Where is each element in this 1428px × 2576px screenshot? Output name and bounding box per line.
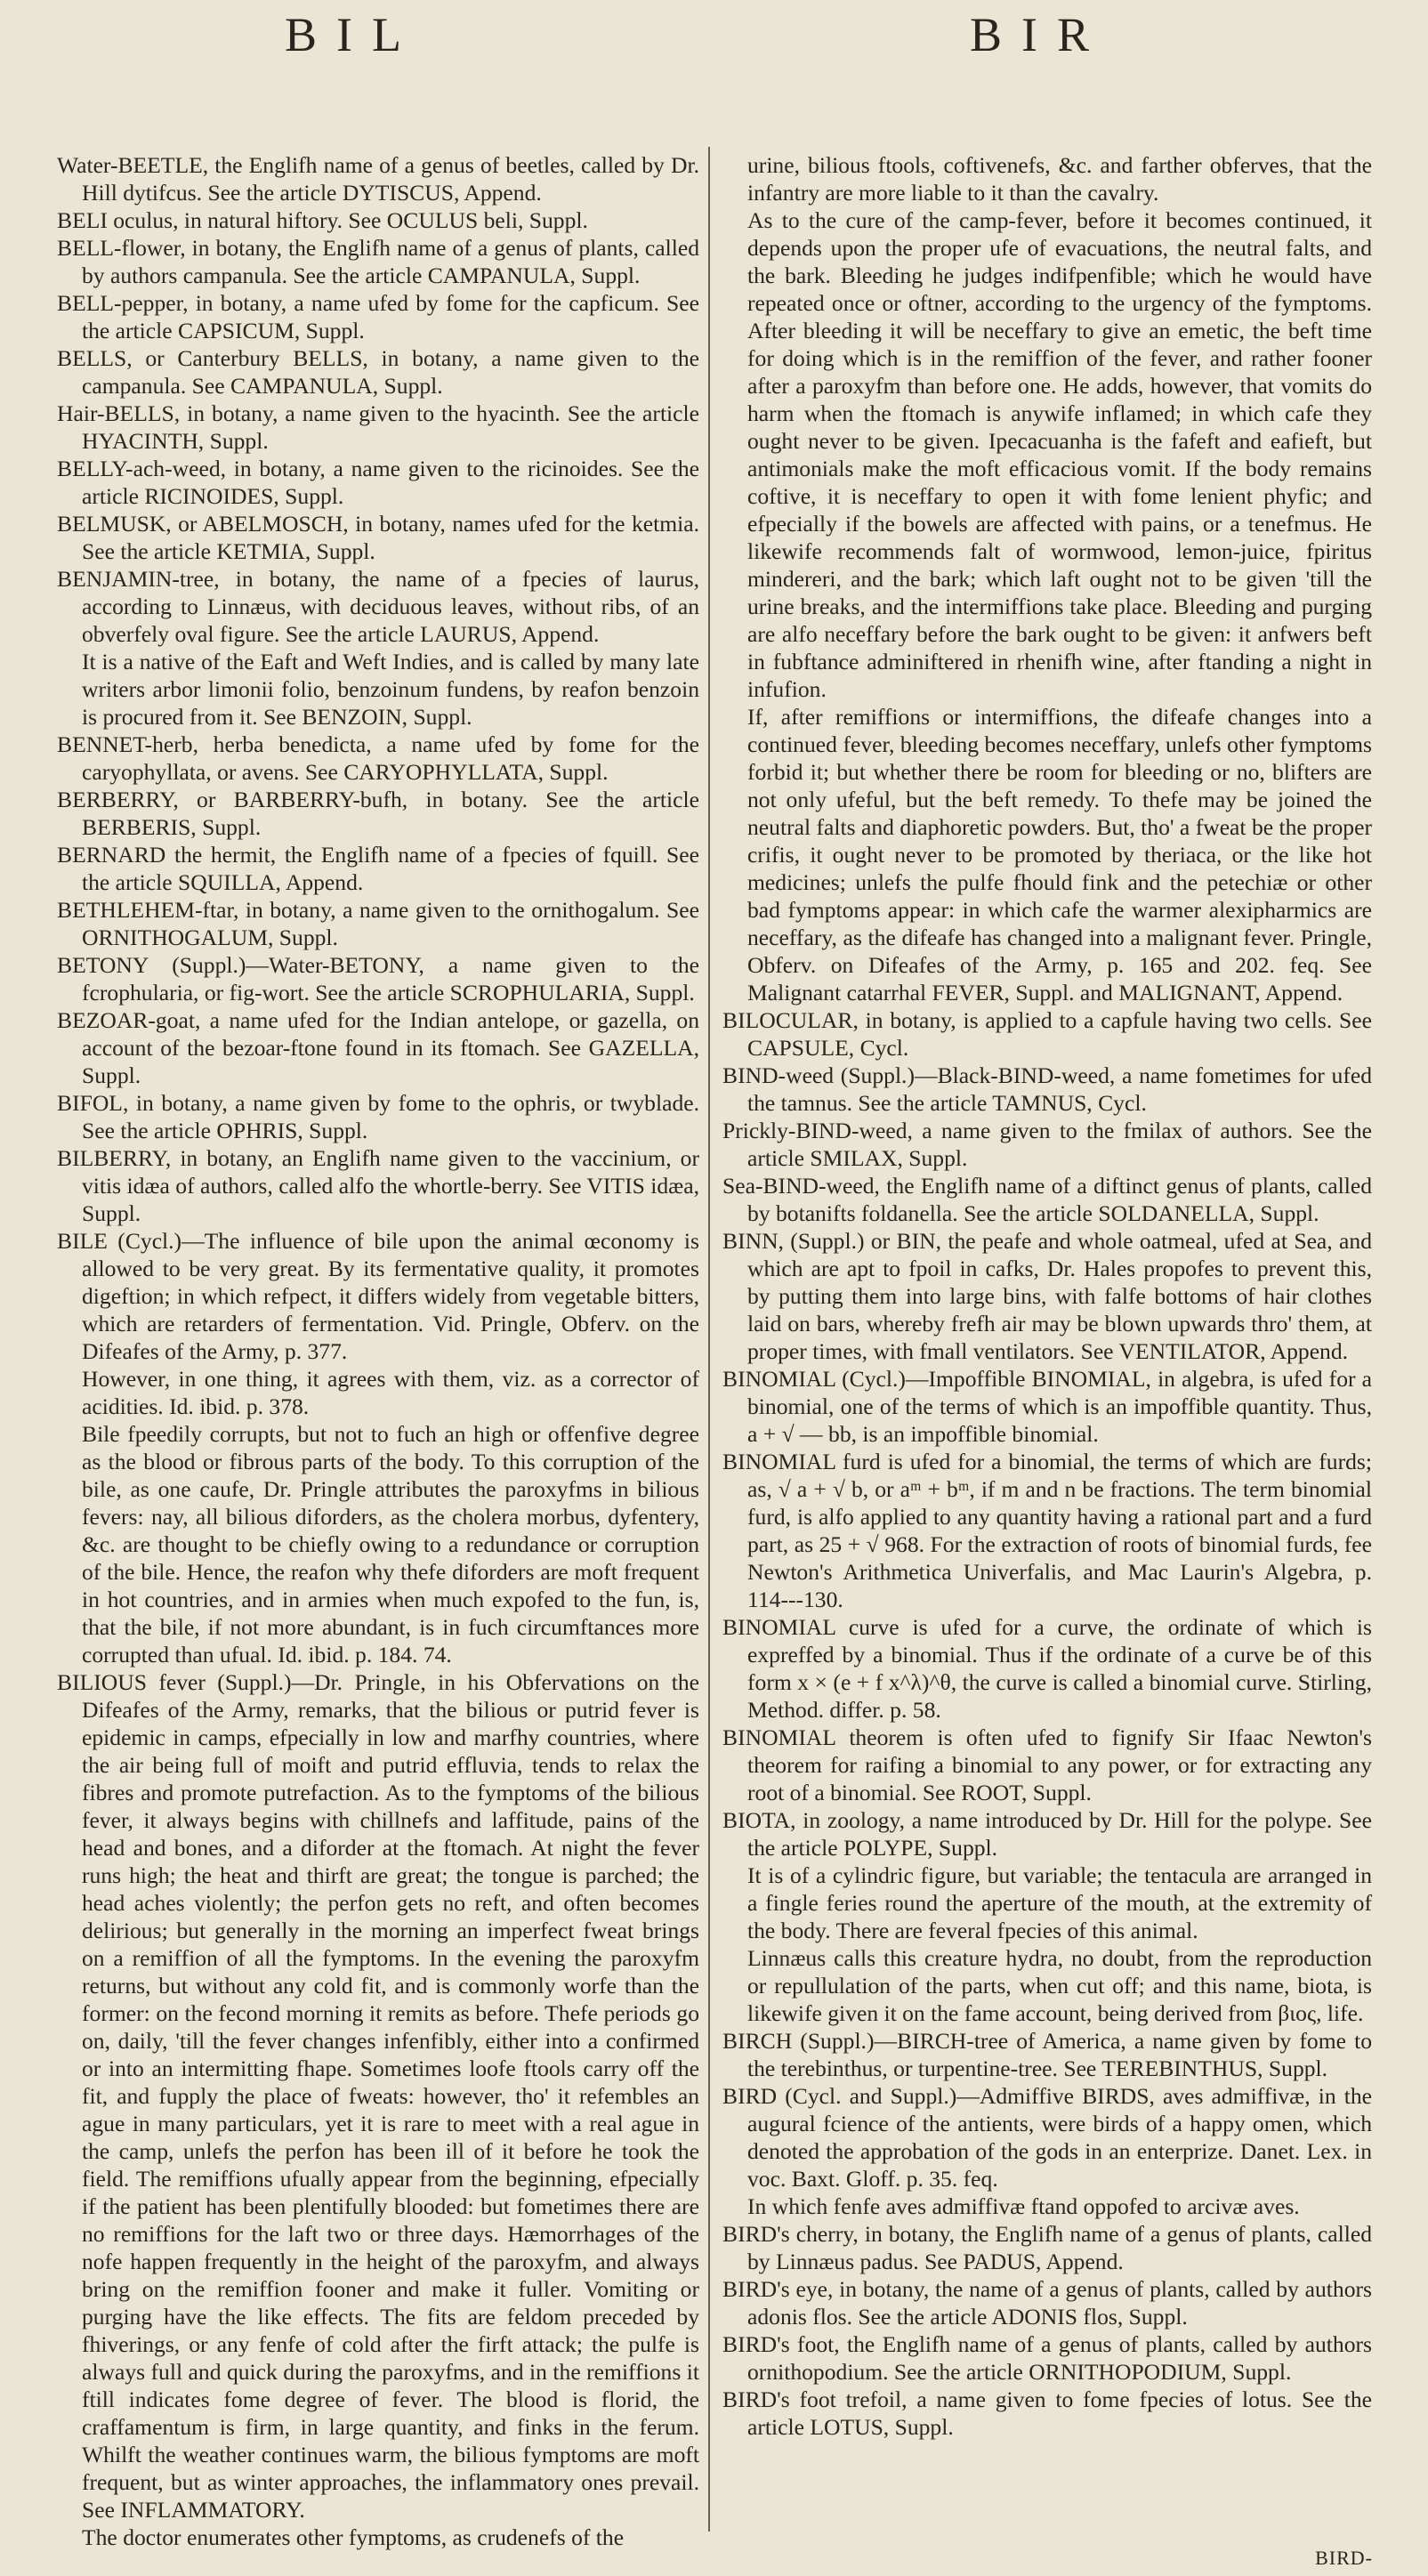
- entry-text: BIRD (Cycl. and Suppl.)—Admiffive BIRDS, aves admiffivæ, in the augural fcience of the antients, were birds of a happy omen, which denoted the approbation of the gods in an enterprize. Danet. Lex. in voc. Baxt. Gloff. p. 35. feq.: [722, 2083, 1372, 2192]
- entry-text: BINOMIAL curve is ufed for a curve, the ordinate of which is expreffed by a binomial. Thus if the ordinate of a curve be of this form x × (e + f x^λ)^θ, the curve is called a binomial curve. Stirling, Method. differ. p. 58.: [722, 1614, 1372, 1723]
- dictionary-entry: [57, 1006, 699, 1089]
- entry-text: BIRD's eye, in botany, the name of a genus of plants, called by authors adonis flos. See the article ADONIS flos, Suppl.: [722, 2276, 1372, 2330]
- dictionary-entry: [722, 1806, 1372, 2027]
- catchword: BIRD-: [1315, 2547, 1373, 2569]
- entry-text: BELL-flower, in botany, the Englifh name of a genus of plants, called by authors campanula. See the article CAMPANULA, Suppl.: [57, 235, 699, 288]
- entry-paragraph: However, in one thing, it agrees with them, viz. as a corrector of acidities. Id. ibid. p. 378.: [82, 1366, 699, 1419]
- dictionary-entry: [722, 2027, 1372, 2082]
- entry-paragraph: In which fenfe aves admiffivæ ftand oppofed to arcivæ aves.: [747, 2193, 1300, 2219]
- dictionary-entry: [722, 1613, 1372, 1724]
- entry-paragraph: The doctor enumerates other fymptoms, as crudenefs of the: [82, 2524, 625, 2550]
- dictionary-entry: [722, 1117, 1372, 1172]
- dictionary-entry: [57, 731, 699, 786]
- dictionary-entry: [57, 1668, 699, 2551]
- entry-text: BIRCH (Suppl.)—BIRCH-tree of America, a name given by fome to the terebinthus, or turpentine-tree. See TEREBINTHUS, Suppl.: [722, 2028, 1372, 2081]
- dictionary-entry: [57, 841, 699, 896]
- entry-text: BELLY-ach-weed, in botany, a name given to the ricinoides. See the article RICINOIDES, Suppl.: [57, 456, 699, 509]
- dictionary-entry: [57, 1089, 699, 1144]
- dictionary-entry: [722, 151, 1372, 1006]
- right-column: [722, 151, 1372, 2441]
- entry-text: urine, bilious ftools, coftivenefs, &c. and farther obferves, that the infantry are more liable to it than the cavalry.: [747, 152, 1372, 206]
- dictionary-entry: [57, 344, 699, 400]
- entry-paragraph: As to the cure of the camp-fever, before it becomes continued, it depends upon the proper ufe of evacuations, the neutral falts, and the bark. Bleeding he judges indifpenfible; which he would have repeated once or oftner, according to the urgency of the fymptoms. After bleeding it will be neceffary to give an emetic, the beft time for doing which is in the remiffion of the fever, and rather fooner after a paroxyfm than before one. He adds, however, that vomits do harm when the ftomach is anywife inflamed; in which cafe they ought never to be given. Ipecacuanha is the fafeft and eafieft, but antimonials make the moft efficacious vomit. If the body remains coftive, it is neceffary to open it with fome lenient phyfic; and efpecially if the bowels are affected with pains, or a tenefmus. He likewife recommends falt of wormwood, lemon-juice, fpiritus mindereri, and the bark; which laft ought not to be given 'till the urine breaks, and the intermiffions take place. Bleeding and purging are alfo neceffary before the bark ought to be given: it anfwers beft in fubftance adminiftered in rhenifh wine, after ftanding a night in infufion.: [747, 207, 1372, 702]
- entry-text: BELI oculus, in natural hiftory. See OCULUS beli, Suppl.: [57, 207, 588, 233]
- dictionary-entry: [57, 455, 699, 510]
- entry-paragraph: If, after remiffions or intermiffions, the difeafe changes into a continued fever, bleeding becomes neceffary, unlefs other fymptoms forbid it; but whether there be room for bleeding or no, blifters are not only ufeful, but the beft remedy. To thefe may be joined the neutral falts and diaphoretic powders. But, tho' a fweat be the proper crifis, it ought never to be promoted by theriaca, or the like hot medicines; unlefs the pulfe fhould fink and the petechiæ or other bad fymptoms appear: in which cafe the warmer alexipharmics are neceffary, as the difeafe has changed into a malignant fever. Pringle, Obferv. on Difeafes of the Army, p. 165 and 202. feq. See Malignant catarrhal FEVER, Suppl. and MALIGNANT, Append.: [747, 704, 1372, 1005]
- dictionary-entry: [57, 1144, 699, 1227]
- entry-text: BERBERRY, or BARBERRY-bufh, in botany. See the article BERBERIS, Suppl.: [57, 787, 699, 840]
- entry-paragraph: It is of a cylindric figure, but variable; the tentacula are arranged in a fingle feries round the aperture of the mouth, at the extremity of the body. There are feveral fpecies of this animal.: [747, 1862, 1372, 1943]
- dictionary-entry: [57, 565, 699, 731]
- entry-text: BELMUSK, or ABELMOSCH, in botany, names ufed for the ketmia. See the article KETMIA, Suppl.: [57, 511, 699, 564]
- dictionary-entry: [722, 1724, 1372, 1806]
- column-divider: [708, 147, 710, 2532]
- entry-text: BIOTA, in zoology, a name introduced by Dr. Hill for the polype. See the article POLYPE, Suppl.: [722, 1807, 1372, 1861]
- dictionary-entry: [722, 1365, 1372, 1448]
- dictionary-entry: [722, 1006, 1372, 1062]
- dictionary-entry: [57, 289, 699, 344]
- entry-text: BELLS, or Canterbury BELLS, in botany, a name given to the campanula. See CAMPANULA, Suppl.: [57, 345, 699, 399]
- dictionary-entry: [722, 1227, 1372, 1365]
- running-head-left: BIL: [285, 8, 421, 61]
- dictionary-entry: [57, 151, 699, 206]
- running-head-right: BIR: [970, 8, 1109, 61]
- entry-text: Water-BEETLE, the Englifh name of a genus of beetles, called by Dr. Hill dytifcus. See the article DYTISCUS, Append.: [57, 152, 699, 206]
- dictionary-entry: [722, 1062, 1372, 1117]
- entry-paragraph: Bile fpeedily corrupts, but not to fuch an high or offenfive degree as the blood or fibrous parts of the body. To this corruption of the bile, as one caufe, Dr. Pringle attributes the paroxyfms in bilious fevers: nay, all bilious diforders, as the cholera morbus, dyfentery, &c. are thought to be chiefly owing to a redundance or corruption of the bile. Hence, the reafon why thefe diforders are moft frequent in hot countries, and in armies when much expofed to the fun, is, that the bile, if not more abundant, is in fuch circumftances more corrupted than ufual. Id. ibid. p. 184. 74.: [82, 1421, 699, 1668]
- dictionary-entry: [57, 206, 699, 234]
- dictionary-entry: [57, 510, 699, 565]
- entry-text: Prickly-BIND-weed, a name given to the fmilax of authors. See the article SMILAX, Suppl.: [722, 1118, 1372, 1171]
- dictionary-entry: [722, 2275, 1372, 2330]
- dictionary-entry: [722, 2330, 1372, 2386]
- dictionary-entry: [57, 951, 699, 1006]
- entry-text: BILE (Cycl.)—The influence of bile upon the animal œconomy is allowed to be very great. By its fermentative quality, it promotes digeftion; in which refpect, it differs widely from vegetable bitters, which are retarders of fermentation. Vid. Pringle, Obferv. on the Difeafes of the Army, p. 377.: [57, 1228, 699, 1364]
- dictionary-entry: [57, 896, 699, 951]
- dictionary-entry: [57, 234, 699, 289]
- dictionary-entry: [722, 2386, 1372, 2441]
- entry-text: BELL-pepper, in botany, a name ufed by fome for the capficum. See the article CAPSICUM, Suppl.: [57, 290, 699, 343]
- entry-text: BINOMIAL theorem is often ufed to fignify Sir Ifaac Newton's theorem for raifing a binomial to any power, or for extracting any root of a binomial. See ROOT, Suppl.: [722, 1724, 1372, 1805]
- entry-text: BIRD's foot, the Englifh name of a genus of plants, called by authors ornithopodium. See the article ORNITHOPODIUM, Suppl.: [722, 2331, 1372, 2385]
- entry-text: BEZOAR-goat, a name ufed for the Indian antelope, or gazella, on account of the bezoar-ftone found in its ftomach. See GAZELLA, Suppl.: [57, 1007, 699, 1088]
- dictionary-entry: [57, 786, 699, 841]
- dictionary-entry: [722, 1172, 1372, 1227]
- entry-text: BETONY (Suppl.)—Water-BETONY, a name given to the fcrophularia, or fig-wort. See the article SCROPHULARIA, Suppl.: [57, 952, 699, 1005]
- entry-paragraph: Linnæus calls this creature hydra, no doubt, from the reproduction or repullulation of the parts, when cut off; and this name, biota, is likewife given it on the fame account, being derived from βιος, life.: [747, 1945, 1372, 2026]
- entry-text: BIFOL, in botany, a name given by fome to the ophris, or twyblade. See the article OPHRIS, Suppl.: [57, 1090, 699, 1143]
- entry-text: BINOMIAL furd is ufed for a binomial, the terms of which are furds; as, √ a + √ b, or aᵐ + bᵐ, if m and n be fractions. The term binomial furd, is alfo applied to any quantity having a rational part and a furd part, as 25 + √ 968. For the extraction of roots of binomial furds, fee Newton's Arithmetica Univerfalis, and Mac Laurin's Algebra, p. 114---130.: [722, 1449, 1372, 1612]
- dictionary-entry: [57, 400, 699, 455]
- dictionary-entry: [722, 2082, 1372, 2220]
- entry-text: Hair-BELLS, in botany, a name given to the hyacinth. See the article HYACINTH, Suppl.: [57, 400, 699, 454]
- entry-text: BINN, (Suppl.) or BIN, the peafe and whole oatmeal, ufed at Sea, and which are apt to fpoil in cafks, Dr. Hales propofes to prevent this, by putting them into large bins, with falfe bottoms of hair clothes laid on bars, whereby frefh air may be blown upwards thro' them, at proper times, with fmall ventilators. See VENTILATOR, Append.: [722, 1228, 1372, 1364]
- entry-paragraph: It is a native of the Eaft and Weft Indies, and is called by many late writers arbor limonii folio, benzoinum fundens, by reafon benzoin is procured from it. See BENZOIN, Suppl.: [82, 649, 699, 730]
- entry-text: BENJAMIN-tree, in botany, the name of a fpecies of laurus, according to Linnæus, with deciduous leaves, without ribs, of an obverfely oval figure. See the article LAURUS, Append.: [57, 566, 699, 647]
- entry-text: BIND-weed (Suppl.)—Black-BIND-weed, a name fometimes for ufed the tamnus. See the article TAMNUS, Cycl.: [722, 1062, 1372, 1116]
- entry-text: BINOMIAL (Cycl.)—Impoffible BINOMIAL, in algebra, is ufed for a binomial, one of the terms of which is an impoffible quantity. Thus, a + √ — bb, is an impoffible binomial.: [722, 1366, 1372, 1447]
- entry-text: BILIOUS fever (Suppl.)—Dr. Pringle, in his Obfervations on the Difeafes of the Army, remarks, that the bilious or putrid fever is epidemic in camps, efpecially in low and marfhy countries, where the air being full of moift and putrid effluvia, tends to relax the fibres and promote putrefaction. As to the fymptoms of the bilious fever, it always begins with chillnefs and laffitude, pains of the head and bones, and a diforder at the ftomach. At night the fever runs high; the heat and thirft are great; the tongue is parched; the head aches violently; the perfon gets no reft, and often becomes delirious; but generally in the morning an imperfect fweat brings on a remiffion of all the fymptoms. In the evening the paroxyfm returns, but without any cold fit, and is commonly worfe than the former: on the fecond morning it remits as before. Thefe periods go on, daily, 'till the fever changes infenfibly, either into a confirmed or into an intermitting fhape. Sometimes loofe ftools carry off the fit, and fupply the place of fweats: however, tho' it refembles an ague in many particulars, yet it is rare to meet with a real ague in the camp, unlefs the perfon has been ill of it before he took the field. The remiffions ufually appear from the beginning, efpecially if the patient has been plentifully blooded: but fometimes there are no remiffions for the laft two or three days. Hæmorrhages of the nofe happen frequently in the height of the paroxyfm, and always bring on the remiffion fooner and make it fuller. Vomiting or purging have the like effects. The fits are feldom preceded by fhiverings, or any fenfe of cold after the firft attack; the pulfe is always full and quick during the paroxyfms, and in the remiffions it ftill indicates fome degree of fever. The blood is florid, the craffamentum is firm, in large quantity, and finks in the ferum. Whilft the weather continues warm, the bilious fymptoms are moft frequent, but as winter approaches, the inflammatory ones prevail. See INFLAMMATORY.: [57, 1669, 699, 2523]
- entry-text: BIRD's cherry, in botany, the Englifh name of a genus of plants, called by Linnæus padus. See PADUS, Append.: [722, 2221, 1372, 2274]
- dictionary-entry: [57, 1227, 699, 1668]
- entry-text: BILBERRY, in botany, an Englifh name given to the vaccinium, or vitis idæa of authors, called alfo the whortle-berry. See VITIS idæa, Suppl.: [57, 1145, 699, 1226]
- entry-text: BIRD's foot trefoil, a name given to fome fpecies of lotus. See the article LOTUS, Suppl.: [722, 2386, 1372, 2440]
- entry-text: Sea-BIND-weed, the Englifh name of a diftinct genus of plants, called by botanifts foldanella. See the article SOLDANELLA, Suppl.: [722, 1173, 1372, 1226]
- dictionary-entry: [722, 1448, 1372, 1613]
- entry-text: BILOCULAR, in botany, is applied to a capfule having two cells. See CAPSULE, Cycl.: [722, 1007, 1372, 1061]
- left-column: [57, 151, 699, 2551]
- entry-text: BERNARD the hermit, the Englifh name of a fpecies of fquill. See the article SQUILLA, Append.: [57, 842, 699, 895]
- entry-text: BENNET-herb, herba benedicta, a name ufed by fome for the caryophyllata, or avens. See CARYOPHYLLATA, Suppl.: [57, 731, 699, 785]
- dictionary-entry: [722, 2220, 1372, 2275]
- entry-text: BETHLEHEM-ftar, in botany, a name given to the ornithogalum. See ORNITHOGALUM, Suppl.: [57, 897, 699, 950]
